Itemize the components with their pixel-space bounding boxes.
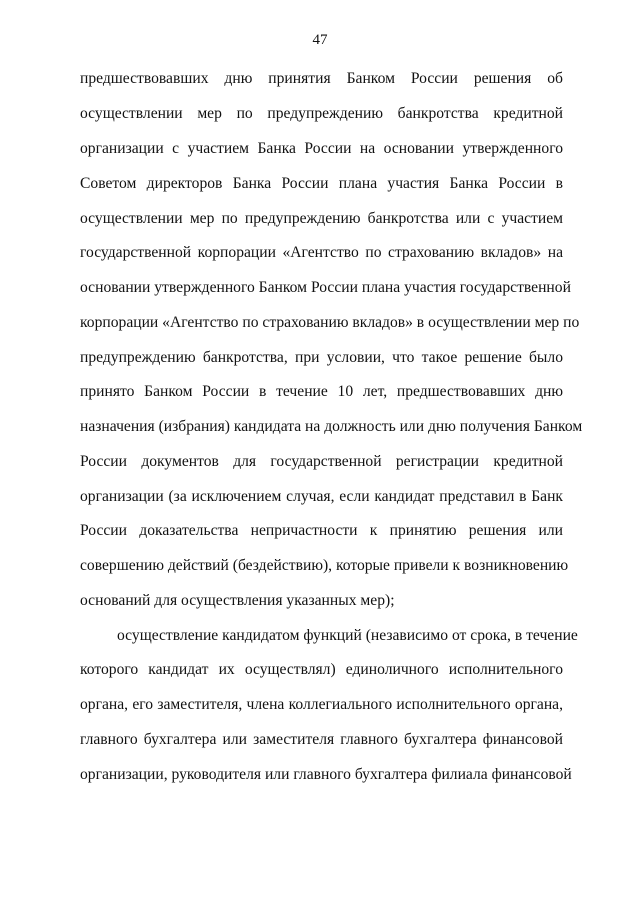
text-line: организации с участием Банка России на основании утвержденного (80, 140, 563, 157)
text-line: совершению действий (бездействию), которые привели к возникновению (80, 557, 569, 574)
text-line: оснований для осуществления указанных мер); (80, 592, 395, 609)
text-line: организации (за исключением случая, если кандидат представил в Банк (80, 488, 563, 505)
paragraph-first-line: осуществление кандидатом функций (независимо от срока, в течение (117, 627, 578, 644)
text-line: основании утвержденного Банком России плана участия государственной (80, 279, 571, 296)
text-line: предшествовавших дню принятия Банком России решения об (80, 70, 563, 87)
text-line: предупреждению банкротства, при условии, что такое решение было (80, 349, 563, 366)
text-line: главного бухгалтера или заместителя главного бухгалтера финансовой (80, 731, 563, 748)
text-line: Советом директоров Банка России плана участия Банка России в (80, 175, 563, 192)
text-line: принято Банком России в течение 10 лет, предшествовавших дню (80, 383, 563, 400)
text-line: осуществлении мер по предупреждению банкротства или с участием (80, 210, 563, 227)
text-line: органа, его заместителя, члена коллегиального исполнительного органа, (80, 696, 563, 713)
text-line: государственной корпорации «Агентство по страхованию вкладов» на (80, 244, 563, 261)
text-line: организации, руководителя или главного бухгалтера филиала финансовой (80, 766, 572, 783)
text-line: которого кандидат их осуществлял) единоличного исполнительного (80, 661, 563, 678)
text-line: России документов для государственной регистрации кредитной (80, 453, 563, 470)
text-line: назначения (избрания) кандидата на должность или дню получения Банком (80, 418, 583, 435)
text-line: осуществлении мер по предупреждению банкротства кредитной (80, 105, 563, 122)
text-line: корпорации «Агентство по страхованию вкладов» в осуществлении мер по (80, 314, 580, 331)
page-number: 47 (312, 32, 328, 48)
text-line: России доказательства непричастности к принятию решения или (80, 522, 563, 539)
